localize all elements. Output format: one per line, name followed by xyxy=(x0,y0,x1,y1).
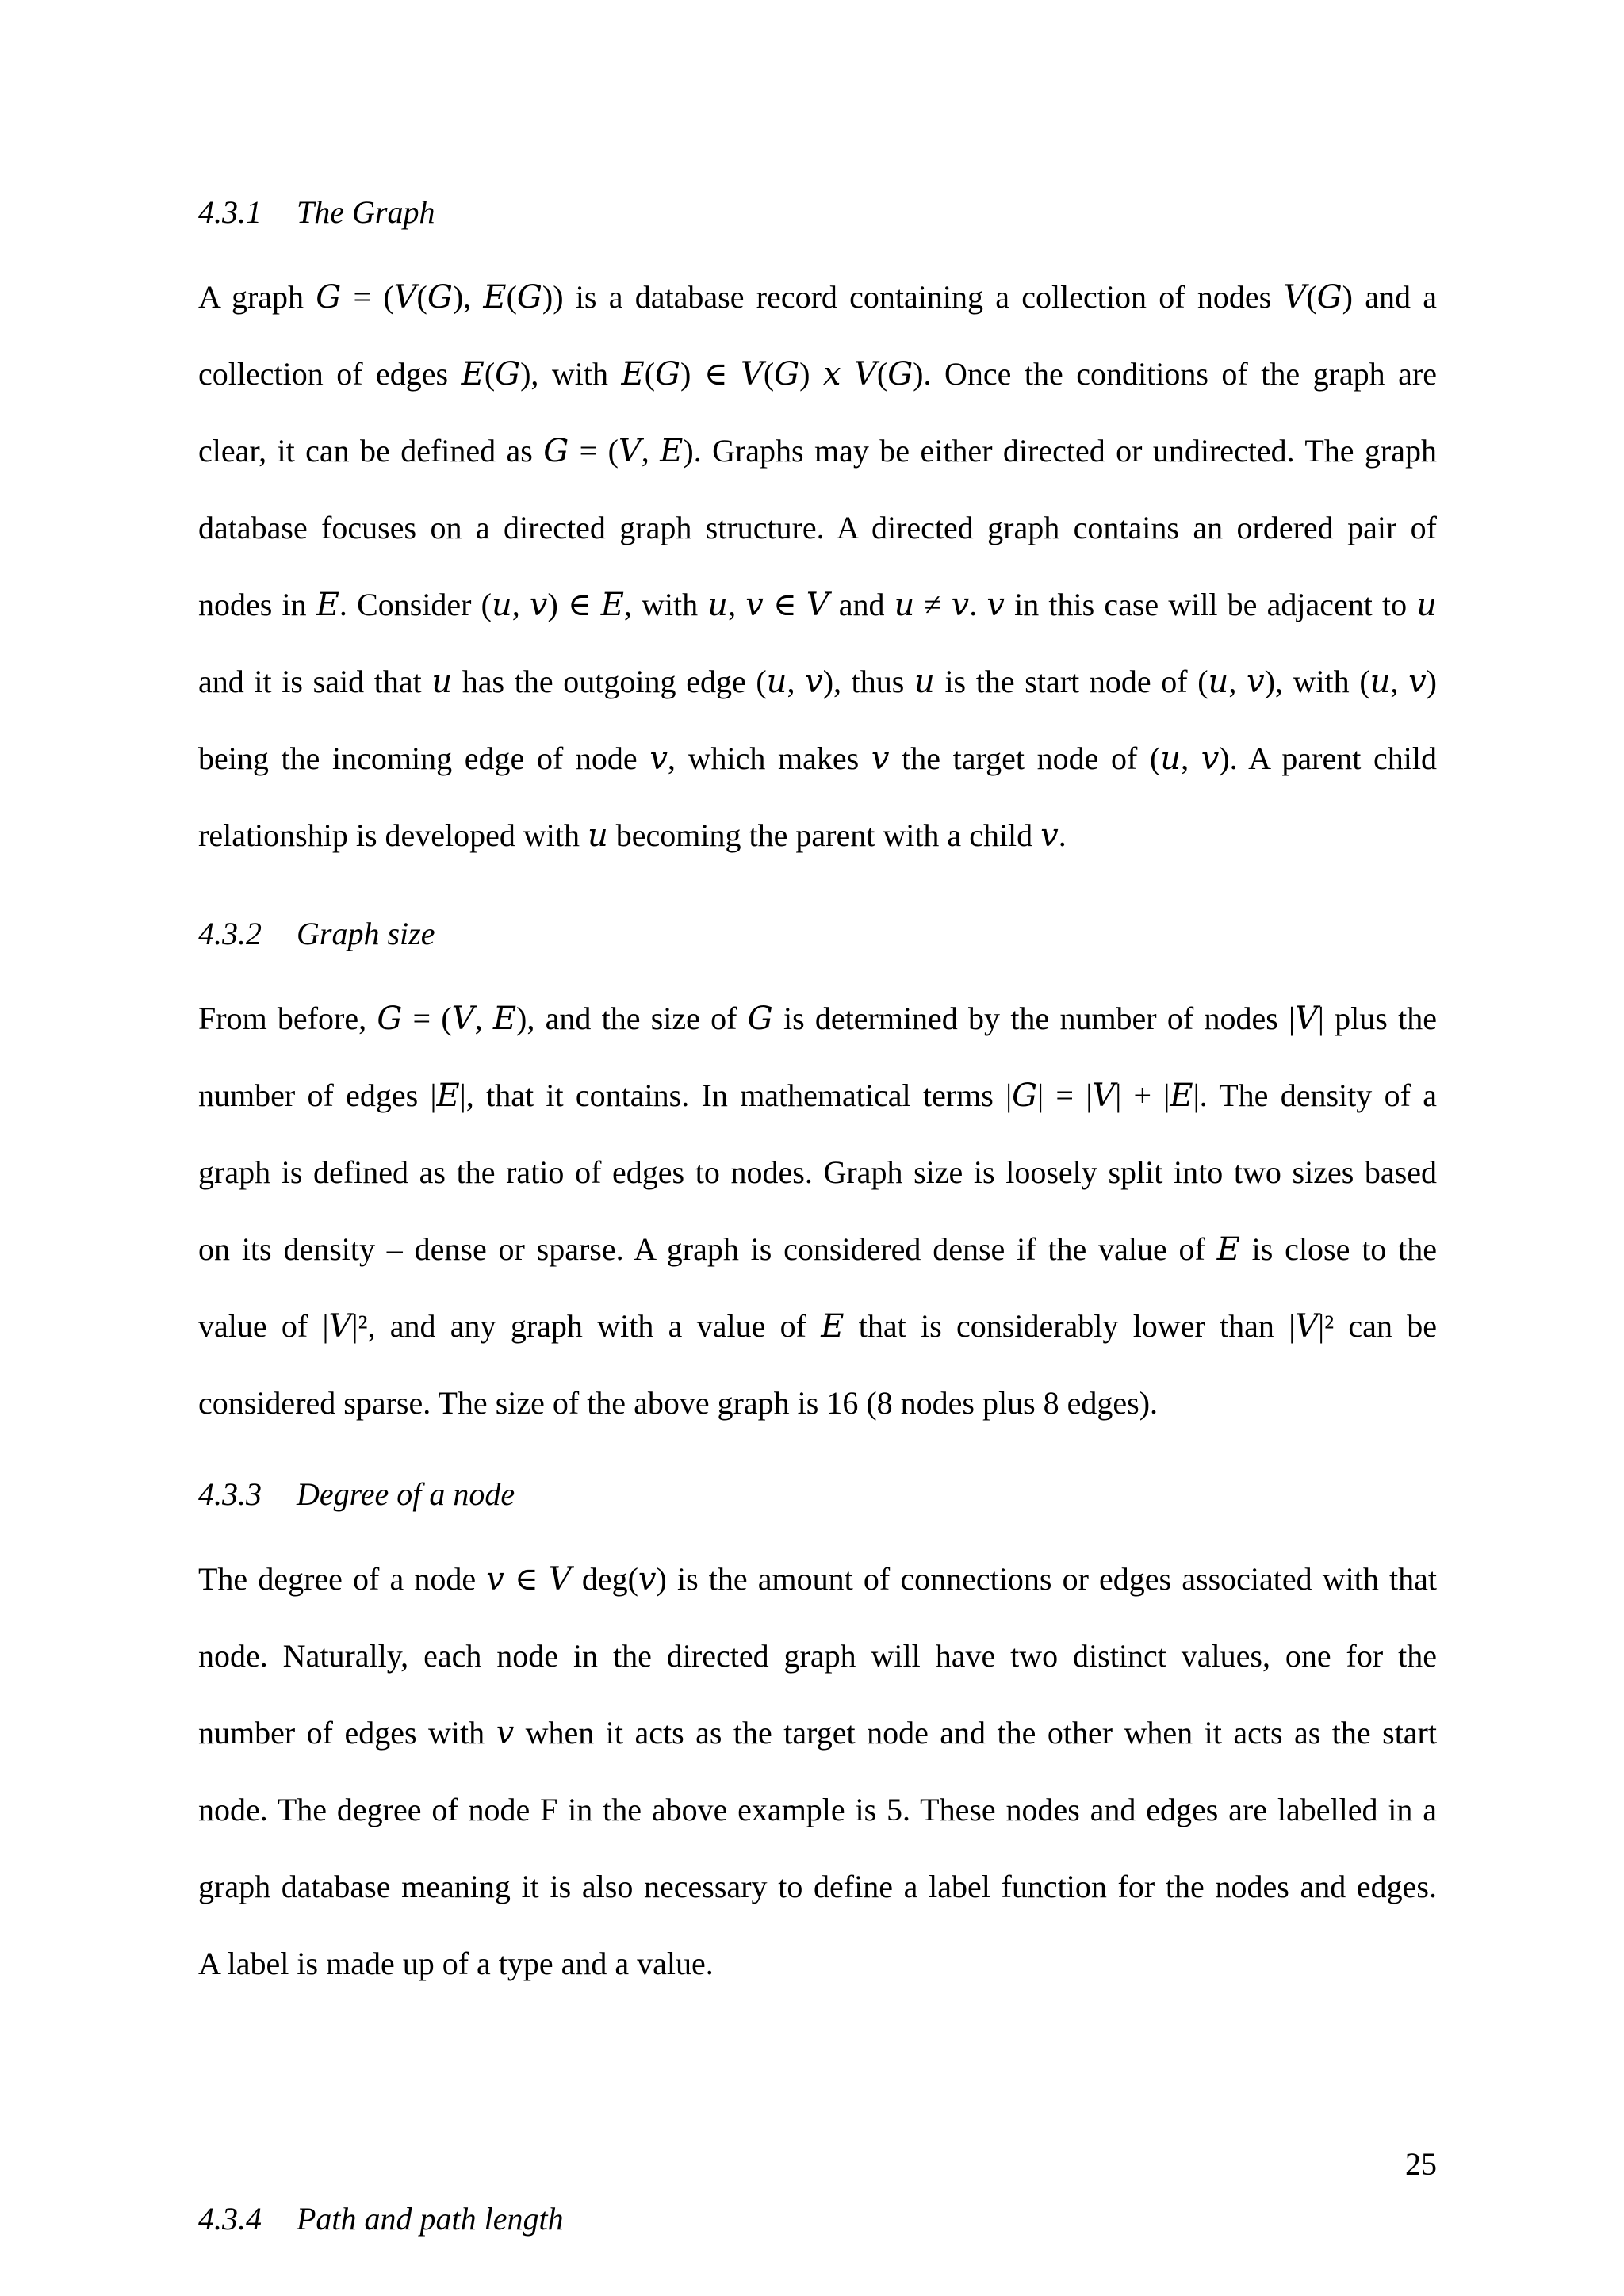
paragraph-line: number of edges |𝐸|, that it contains. In mathematical terms |𝐺| = |𝑉| + |𝐸|. The density of a xyxy=(198,1077,1437,1113)
section-number: 4.3.4 xyxy=(198,2201,262,2237)
section-title: Degree of a node xyxy=(297,1476,515,1512)
section-paragraph-4-3-2 xyxy=(198,980,1437,1441)
paragraph-line: number of edges with 𝑣 when it acts as the target node and the other when it acts as the start xyxy=(198,1715,1437,1751)
paragraph-line: database focuses on a directed graph structure. A directed graph contains an ordered pair of xyxy=(198,510,1437,545)
paragraph-line: A graph 𝐺 = (𝑉(𝐺), 𝐸(𝐺)) is a database record containing a collection of nodes 𝑉(𝐺) and a xyxy=(198,279,1437,315)
section-title: Graph size xyxy=(297,916,435,951)
paragraph-line: collection of edges 𝐸(𝐺), with 𝐸(𝐺) ∈ 𝑉(𝐺) 𝑥 𝑉(𝐺). Once the conditions of the graph are xyxy=(198,356,1437,392)
paragraph-line: relationship is developed with 𝑢 becoming the parent with a child 𝑣. xyxy=(198,817,1067,853)
section-paragraph-4-3-3 xyxy=(198,1540,1437,2002)
paragraph-line: A label is made up of a type and a value. xyxy=(198,1946,714,1981)
paragraph-line: being the incoming edge of node 𝑣, which makes 𝑣 the target node of (𝑢, 𝑣). A parent child xyxy=(198,740,1437,776)
paragraph-line: node. The degree of node F in the above example is 5. These nodes and edges are labelled in a xyxy=(198,1792,1437,1827)
paragraph-line: node. Naturally, each node in the directed graph will have two distinct values, one for the xyxy=(198,1638,1437,1674)
section-heading-4-3-3 xyxy=(198,1472,515,1517)
section-heading-4-3-4 xyxy=(198,2197,564,2241)
section-number: 4.3.3 xyxy=(198,1476,262,1512)
paragraph-line: From before, 𝐺 = (𝑉, 𝐸), and the size of 𝐺 is determined by the number of nodes |𝑉| plus the xyxy=(198,1001,1437,1036)
paragraph-line: clear, it can be defined as 𝐺 = (𝑉, 𝐸). Graphs may be either directed or undirected. The graph xyxy=(198,433,1437,469)
section-heading-4-3-2 xyxy=(198,912,435,956)
section-heading-4-3-1 xyxy=(198,190,435,235)
section-number: 4.3.2 xyxy=(198,916,262,951)
section-paragraph-4-3-1 xyxy=(198,258,1437,874)
paragraph-line: graph database meaning it is also necessary to define a label function for the nodes and edges. xyxy=(198,1869,1437,1904)
paragraph-line: The degree of a node 𝑣 ∈ 𝑉 deg(𝑣) is the amount of connections or edges associated with that xyxy=(198,1561,1437,1597)
paragraph-line: value of |𝑉|², and any graph with a value of 𝐸 that is considerably lower than |𝑉|² can be xyxy=(198,1308,1437,1344)
section-number: 4.3.1 xyxy=(198,194,262,230)
paragraph-line: nodes in 𝐸. Consider (𝑢, 𝑣) ∈ 𝐸, with 𝑢, 𝑣 ∈ 𝑉 and 𝑢 ≠ 𝑣. 𝑣 in this case will be adjacent to 𝑢 xyxy=(198,587,1437,622)
page-number: 25 xyxy=(1405,2146,1437,2182)
section-title: The Graph xyxy=(297,194,435,230)
paragraph-line: considered sparse. The size of the above graph is 16 (8 nodes plus 8 edges). xyxy=(198,1385,1159,1421)
section-title: Path and path length xyxy=(297,2201,564,2237)
paragraph-line: on its density – dense or sparse. A graph is considered dense if the value of 𝐸 is close to the xyxy=(198,1231,1437,1267)
paragraph-line: and it is said that 𝑢 has the outgoing edge (𝑢, 𝑣), thus 𝑢 is the start node of (𝑢, 𝑣), with (𝑢, 𝑣) xyxy=(198,664,1437,699)
paragraph-line: graph is defined as the ratio of edges to nodes. Graph size is loosely split into two sizes based xyxy=(198,1154,1437,1190)
